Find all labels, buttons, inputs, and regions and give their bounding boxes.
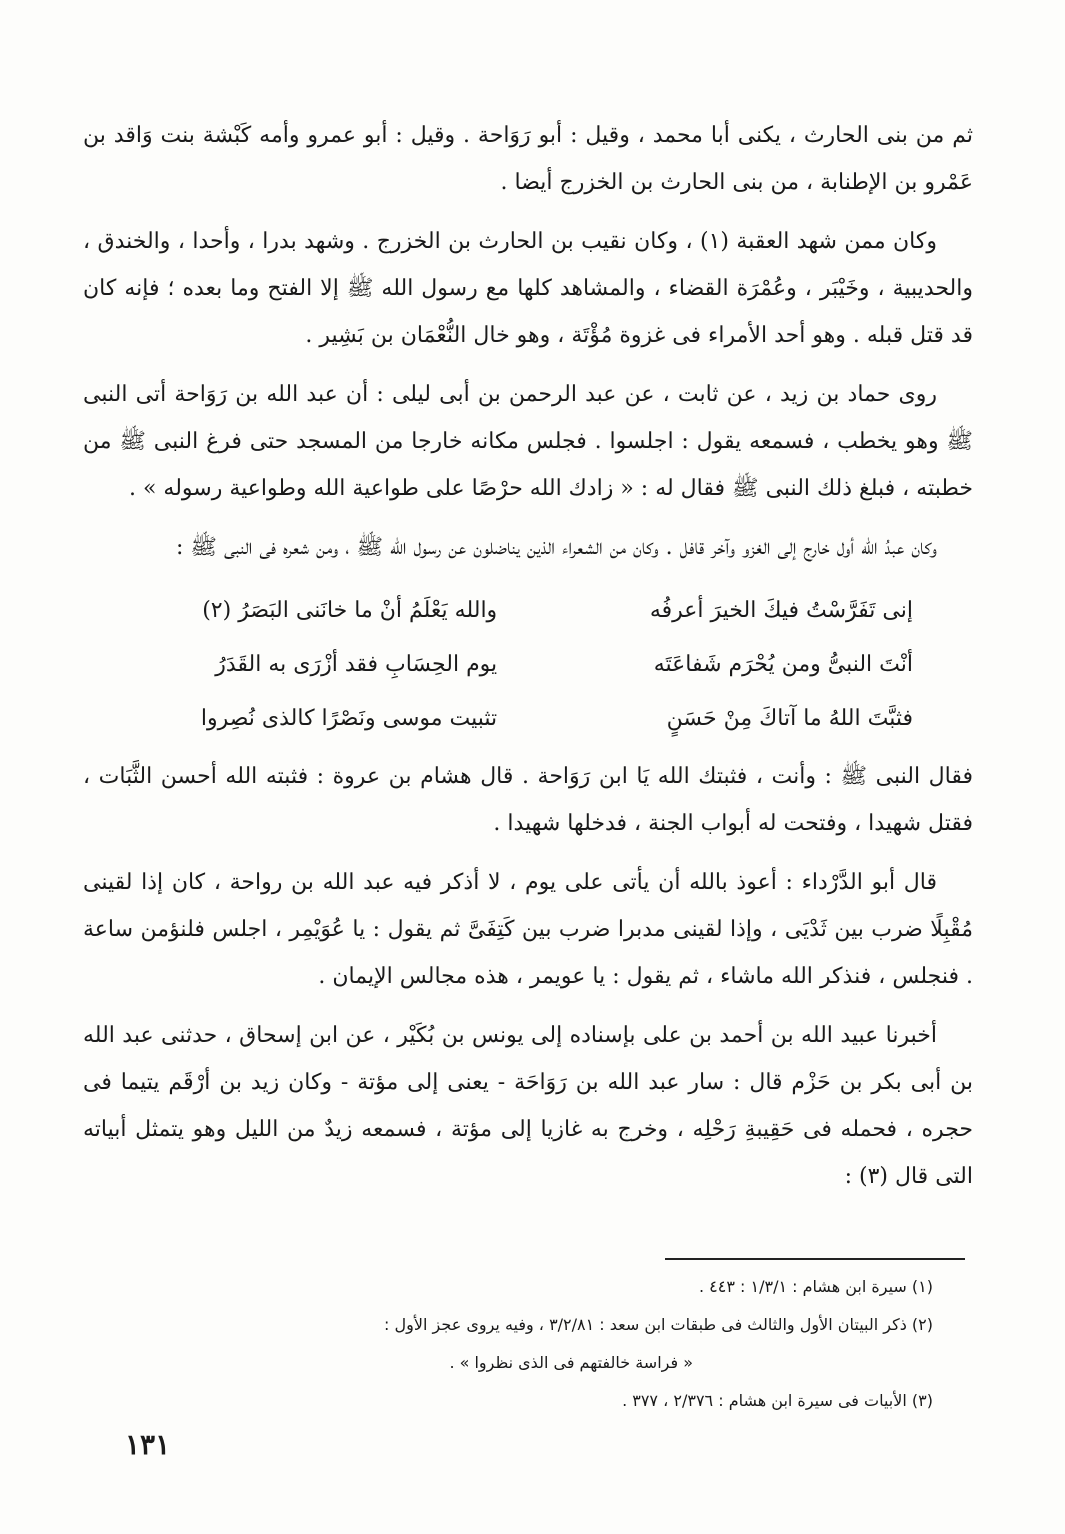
footnote-1: (١) سيرة ابن هشام : ١/٣/١ : ٤٤٣ . — [699, 1277, 933, 1296]
page-number: ١٣١ — [125, 1428, 171, 1461]
footnote-2-quote: « فراسة خالفتهم فى الذى نظروا » . — [449, 1353, 693, 1372]
verse-1-second-hemistich: والله يَعْلَمُ أنْ ما خانَنى البَصَرُ (٢) — [202, 597, 498, 623]
poem-verse-2 — [143, 637, 913, 691]
paragraph-6: قال أبو الدَّرْداء : أعوذ بالله أن يأتى على يوم ، لا أذكر فيه عبد الله بن رواحة ، كان إذا لقينى مُقْبِلًا ضرب بين ثَدْيَى ، وإذا لقينى مدبرا ضرب بين كَتِفَىَّ ثم يقول : يا عُوَيْمِر ، اجلس فلنؤمن ساعة . فنجلس ، فنذكر الله ماشاء ، ثم يقول : يا عويمر ، هذه مجالس الإيمان . — [83, 870, 973, 989]
paragraph-4: وكان عبدُ الله أول خارج إلى الغزو وآخر قافل . وكان من الشعراء الذين يناضلون عن رسول الله ﷺ ، ومن شعره فى النبى ﷺ : — [176, 535, 937, 560]
main-text — [83, 112, 973, 1212]
verse-3-second-hemistich: تثبيت موسى ونَصْرًا كالذى نُصِروا — [200, 705, 498, 731]
paragraph-3: روى حماد بن زيد ، عن ثابت ، عن عبد الرحمن بن أبى ليلى : أن عبد الله بن رَوَاحة أتى النبى ﷺ وهو يخطب ، فسمعه يقول : اجلسوا . فجلس مكانه خارجا من المسجد حتى فرغ النبى ﷺ من خطبته ، فبلغ ذلك النبى ﷺ فقال له : « زادك الله حرْصًا على طواعية الله وطواعية رسوله » . — [83, 382, 973, 501]
verse-2-first-hemistich: أنْتَ النبىُّ ومن يُحْرَم شَفاعَتَه — [653, 651, 913, 677]
footnote-divider — [665, 1258, 965, 1260]
paragraph-5: فقال النبى ﷺ : وأنت ، فثبتك الله يَا ابن رَوَاحة . قال هشام بن عروة : فثبته الله أحسن الثَّبَات ، فقتل شهيدا ، وفتحت له أبواب الجنة ، فدخلها شهيدا . — [83, 764, 973, 836]
footnote-3: (٣) الأبيات فى سيرة ابن هشام : ٢/٣٧٦ ، ٣٧٧ . — [622, 1391, 933, 1410]
paragraph-1: ثم من بنى الحارث ، يكنى أبا محمد ، وقيل : أبو رَوَاحة . وقيل : أبو عمرو وأمه كَبْشة بنت وَاقد بن عَمْرو بن الإطنابة ، من بنى الحارث بن الخزرج أيضا . — [83, 123, 973, 195]
poem — [83, 583, 973, 745]
verse-2-second-hemistich: يوم الحِسَابِ فقد أزْرَى به القَدَرُ — [215, 651, 498, 677]
poem-verse-1 — [143, 583, 913, 637]
footnote-2: (٢) ذكر البيتان الأول والثالث فى طبقات ابن سعد : ٣/٢/٨١ ، وفيه يروى عجز الأول : — [384, 1315, 933, 1334]
paragraph-7: أخبرنا عبيد الله بن أحمد بن على بإسناده إلى يونس بن بُكَيْر ، عن ابن إسحاق ، حدثنى عبد الله بن أبى بكر بن حَزْم قال : سار عبد الله بن رَوَاحَة - يعنى إلى مؤتة - وكان زيد بن أرْقَم يتيما فى حجره ، فحمله فى حَقِيبةِ رَحْلِه ، وخرج به غازيا إلى مؤتة ، فسمعه زيدٌ من الليل وهو يتمثل أبياته التى قال (٣) : — [83, 1023, 973, 1189]
verse-3-first-hemistich: فثبَّتَ اللهُ ما آتاكَ مِنْ حَسَنٍ — [666, 705, 913, 731]
paragraph-2: وكان ممن شهد العقبة (١) ، وكان نقيب بن الحارث بن الخزرج . وشهد بدرا ، وأحدا ، والخندق ، والحديبية ، وخَيْبَر ، وعُمْرَة القضاء ، والمشاهد كلها مع رسول الله ﷺ إلا الفتح وما بعده ؛ فإنه كان قد قتل قبله . وهو أحد الأمراء فى غزوة مُؤْتَة ، وهو خال النُّعْمَان بن بَشِير . — [83, 229, 973, 348]
poem-verse-3 — [143, 691, 913, 745]
verse-1-first-hemistich: إنى تَفَرَّسْتُ فيكَ الخيرَ أعرفُه — [649, 597, 913, 623]
footnotes — [103, 1268, 933, 1420]
